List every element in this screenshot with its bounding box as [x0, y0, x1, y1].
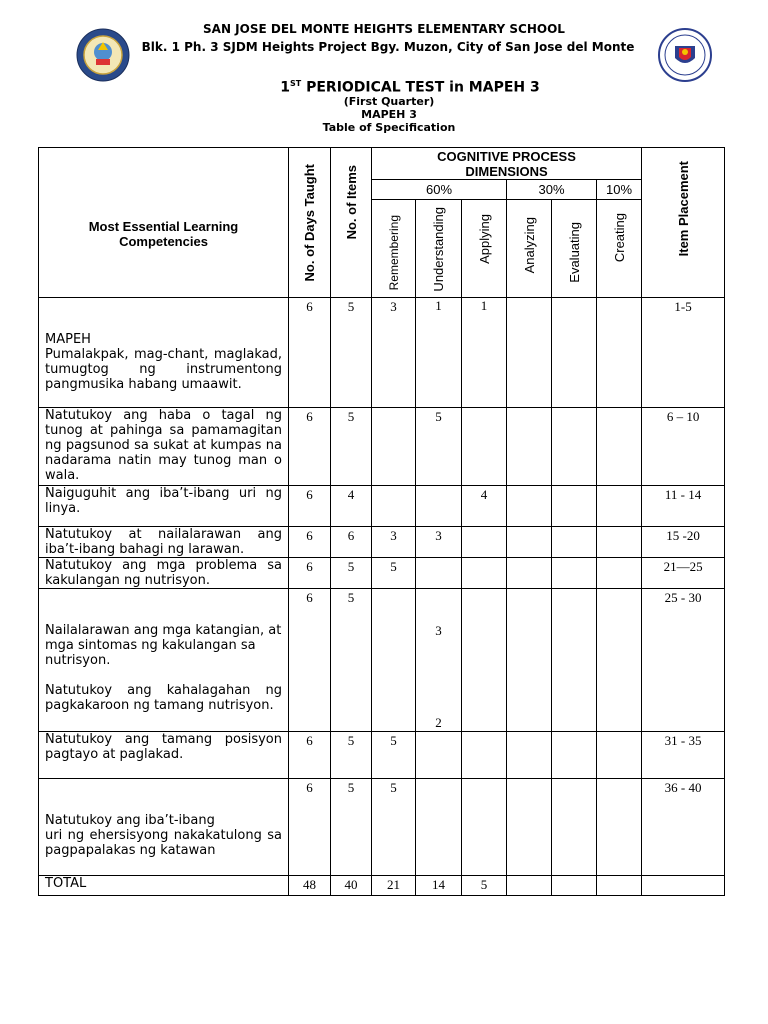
applying-cell: 4 — [462, 486, 507, 527]
days-cell: 6 — [289, 732, 331, 779]
days-cell: 6 — [289, 408, 331, 486]
header-row — [39, 148, 725, 180]
placement-cell: 1-5 — [642, 298, 725, 408]
competency-cell: Naiguguhit ang iba’t-ibang uri ng linya. — [39, 486, 289, 527]
evaluating-cell — [552, 589, 597, 732]
item-placement-header: Item Placement — [642, 148, 725, 298]
remembering-header: Remembering — [372, 200, 416, 298]
table-row — [39, 732, 725, 779]
table-row — [39, 298, 725, 408]
creating-cell — [597, 527, 642, 558]
pct-10-cell: 10% — [597, 180, 642, 200]
creating-header: Creating — [597, 200, 642, 298]
placement-cell: 15 -20 — [642, 527, 725, 558]
creating-cell — [597, 558, 642, 589]
competencies-header: Most Essential Learning Competencies — [39, 148, 289, 298]
placement-cell: 11 - 14 — [642, 486, 725, 527]
items-cell: 5 — [331, 558, 372, 589]
table-row — [39, 486, 725, 527]
placement-cell: 36 - 40 — [642, 779, 725, 876]
analyzing-cell — [507, 558, 552, 589]
placement-cell: 6 – 10 — [642, 408, 725, 486]
creating-cell — [597, 732, 642, 779]
pct-30-cell: 30% — [507, 180, 597, 200]
analyzing-cell — [507, 298, 552, 408]
pct-60-cell: 60% — [372, 180, 507, 200]
evaluating-cell — [552, 558, 597, 589]
total-understanding-cell: 14 — [416, 876, 462, 896]
days-taught-header: No. of Days Taught — [289, 148, 331, 298]
total-applying-cell: 5 — [462, 876, 507, 896]
evaluating-header: Evaluating — [552, 200, 597, 298]
applying-cell — [462, 779, 507, 876]
competency-cell: Natutukoy ang tamang posisyon pagtayo at paglakad. — [39, 732, 289, 779]
applying-cell — [462, 527, 507, 558]
table-row — [39, 408, 725, 486]
evaluating-cell — [552, 486, 597, 527]
creating-cell — [597, 779, 642, 876]
applying-cell — [462, 589, 507, 732]
evaluating-cell — [552, 408, 597, 486]
placement-cell: 21—25 — [642, 558, 725, 589]
applying-cell — [462, 558, 507, 589]
items-cell: 6 — [331, 527, 372, 558]
deped-seal-logo — [658, 28, 712, 82]
items-cell: 5 — [331, 589, 372, 732]
table-row — [39, 558, 725, 589]
total-analyzing-cell — [507, 876, 552, 896]
table-row — [39, 589, 725, 732]
understanding-cell — [416, 732, 462, 779]
analyzing-cell — [507, 589, 552, 732]
days-cell: 6 — [289, 298, 331, 408]
page-title: 1ST PERIODICAL TEST in MAPEH 3 — [280, 79, 540, 96]
evaluating-cell — [552, 779, 597, 876]
days-cell: 6 — [289, 779, 331, 876]
total-creating-cell — [597, 876, 642, 896]
understanding-cell: 3 2 — [416, 589, 462, 732]
days-cell: 6 — [289, 558, 331, 589]
understanding-header: Understanding — [416, 200, 462, 298]
specification-table — [38, 147, 725, 896]
remembering-cell — [372, 408, 416, 486]
understanding-cell: 5 — [416, 408, 462, 486]
understanding-cell — [416, 486, 462, 527]
items-cell: 4 — [331, 486, 372, 527]
remembering-cell: 5 — [372, 558, 416, 589]
competency-cell: Natutukoy ang haba o tagal ng tunog at pahinga sa pamamagitan ng pagsunod sa sukat at kumpas na nadarama natin may tunog man o wala. — [39, 408, 289, 486]
evaluating-cell — [552, 298, 597, 408]
understanding-cell: 3 — [416, 527, 462, 558]
understanding-cell — [416, 779, 462, 876]
analyzing-header: Analyzing — [507, 200, 552, 298]
total-items-cell: 40 — [331, 876, 372, 896]
understanding-cell — [416, 558, 462, 589]
competency-cell: Natutukoy at nailalarawan ang iba’t-ibang bahagi ng larawan. — [39, 527, 289, 558]
remembering-cell: 3 — [372, 298, 416, 408]
understanding-cell: 1 — [416, 298, 462, 408]
items-cell: 5 — [331, 732, 372, 779]
creating-cell — [597, 486, 642, 527]
remembering-cell — [372, 589, 416, 732]
applying-cell: 1 — [462, 298, 507, 408]
remembering-cell: 3 — [372, 527, 416, 558]
creating-cell — [597, 298, 642, 408]
analyzing-cell — [507, 527, 552, 558]
remembering-cell: 5 — [372, 732, 416, 779]
analyzing-cell — [507, 408, 552, 486]
subject-label: MAPEH 3 — [361, 108, 417, 121]
placement-cell: 31 - 35 — [642, 732, 725, 779]
items-header: No. of Items — [331, 148, 372, 298]
cognitive-header: COGNITIVE PROCESS DIMENSIONS — [372, 148, 642, 180]
total-days-cell: 48 — [289, 876, 331, 896]
quarter-label: (First Quarter) — [343, 95, 435, 108]
applying-header: Applying — [462, 200, 507, 298]
evaluating-cell — [552, 732, 597, 779]
table-row — [39, 527, 725, 558]
total-row — [39, 876, 725, 896]
competency-cell: Nailalarawan ang mga katangian, at mga sintomas ng kakulangan sa nutrisyon. Natutukoy ang kahalagahan ng pagkakaroon ng tamang nutrisyon. — [39, 589, 289, 732]
total-placement-cell — [642, 876, 725, 896]
items-cell: 5 — [331, 779, 372, 876]
items-cell: 5 — [331, 408, 372, 486]
evaluating-cell — [552, 527, 597, 558]
creating-cell — [597, 589, 642, 732]
applying-cell — [462, 408, 507, 486]
school-seal-logo — [76, 28, 130, 82]
doc-type-label: Table of Specification — [322, 121, 456, 134]
applying-cell — [462, 732, 507, 779]
competency-cell: Natutukoy ang iba’t-ibang uri ng ehersisyong nakakatulong sa pagpapalakas ng katawan — [39, 779, 289, 876]
days-cell: 6 — [289, 589, 331, 732]
creating-cell — [597, 408, 642, 486]
total-remembering-cell: 21 — [372, 876, 416, 896]
remembering-cell — [372, 486, 416, 527]
table-row — [39, 779, 725, 876]
days-cell: 6 — [289, 527, 331, 558]
competency-cell: Natutukoy ang mga problema sa kakulangan ng nutrisyon. — [39, 558, 289, 589]
placement-cell: 25 - 30 — [642, 589, 725, 732]
analyzing-cell — [507, 779, 552, 876]
analyzing-cell — [507, 486, 552, 527]
school-name: SAN JOSE DEL MONTE HEIGHTS ELEMENTARY SCHOOL — [203, 22, 565, 36]
remembering-cell: 5 — [372, 779, 416, 876]
items-cell: 5 — [331, 298, 372, 408]
school-address: Blk. 1 Ph. 3 SJDM Heights Project Bgy. Muzon, City of San Jose del Monte — [141, 40, 635, 54]
days-cell: 6 — [289, 486, 331, 527]
total-label: TOTAL — [39, 876, 289, 896]
total-evaluating-cell — [552, 876, 597, 896]
analyzing-cell — [507, 732, 552, 779]
competency-cell: MAPEH Pumalakpak, mag-chant, maglakad, tumugtog ng instrumentong pangmusika habang umaawit. — [39, 298, 289, 408]
